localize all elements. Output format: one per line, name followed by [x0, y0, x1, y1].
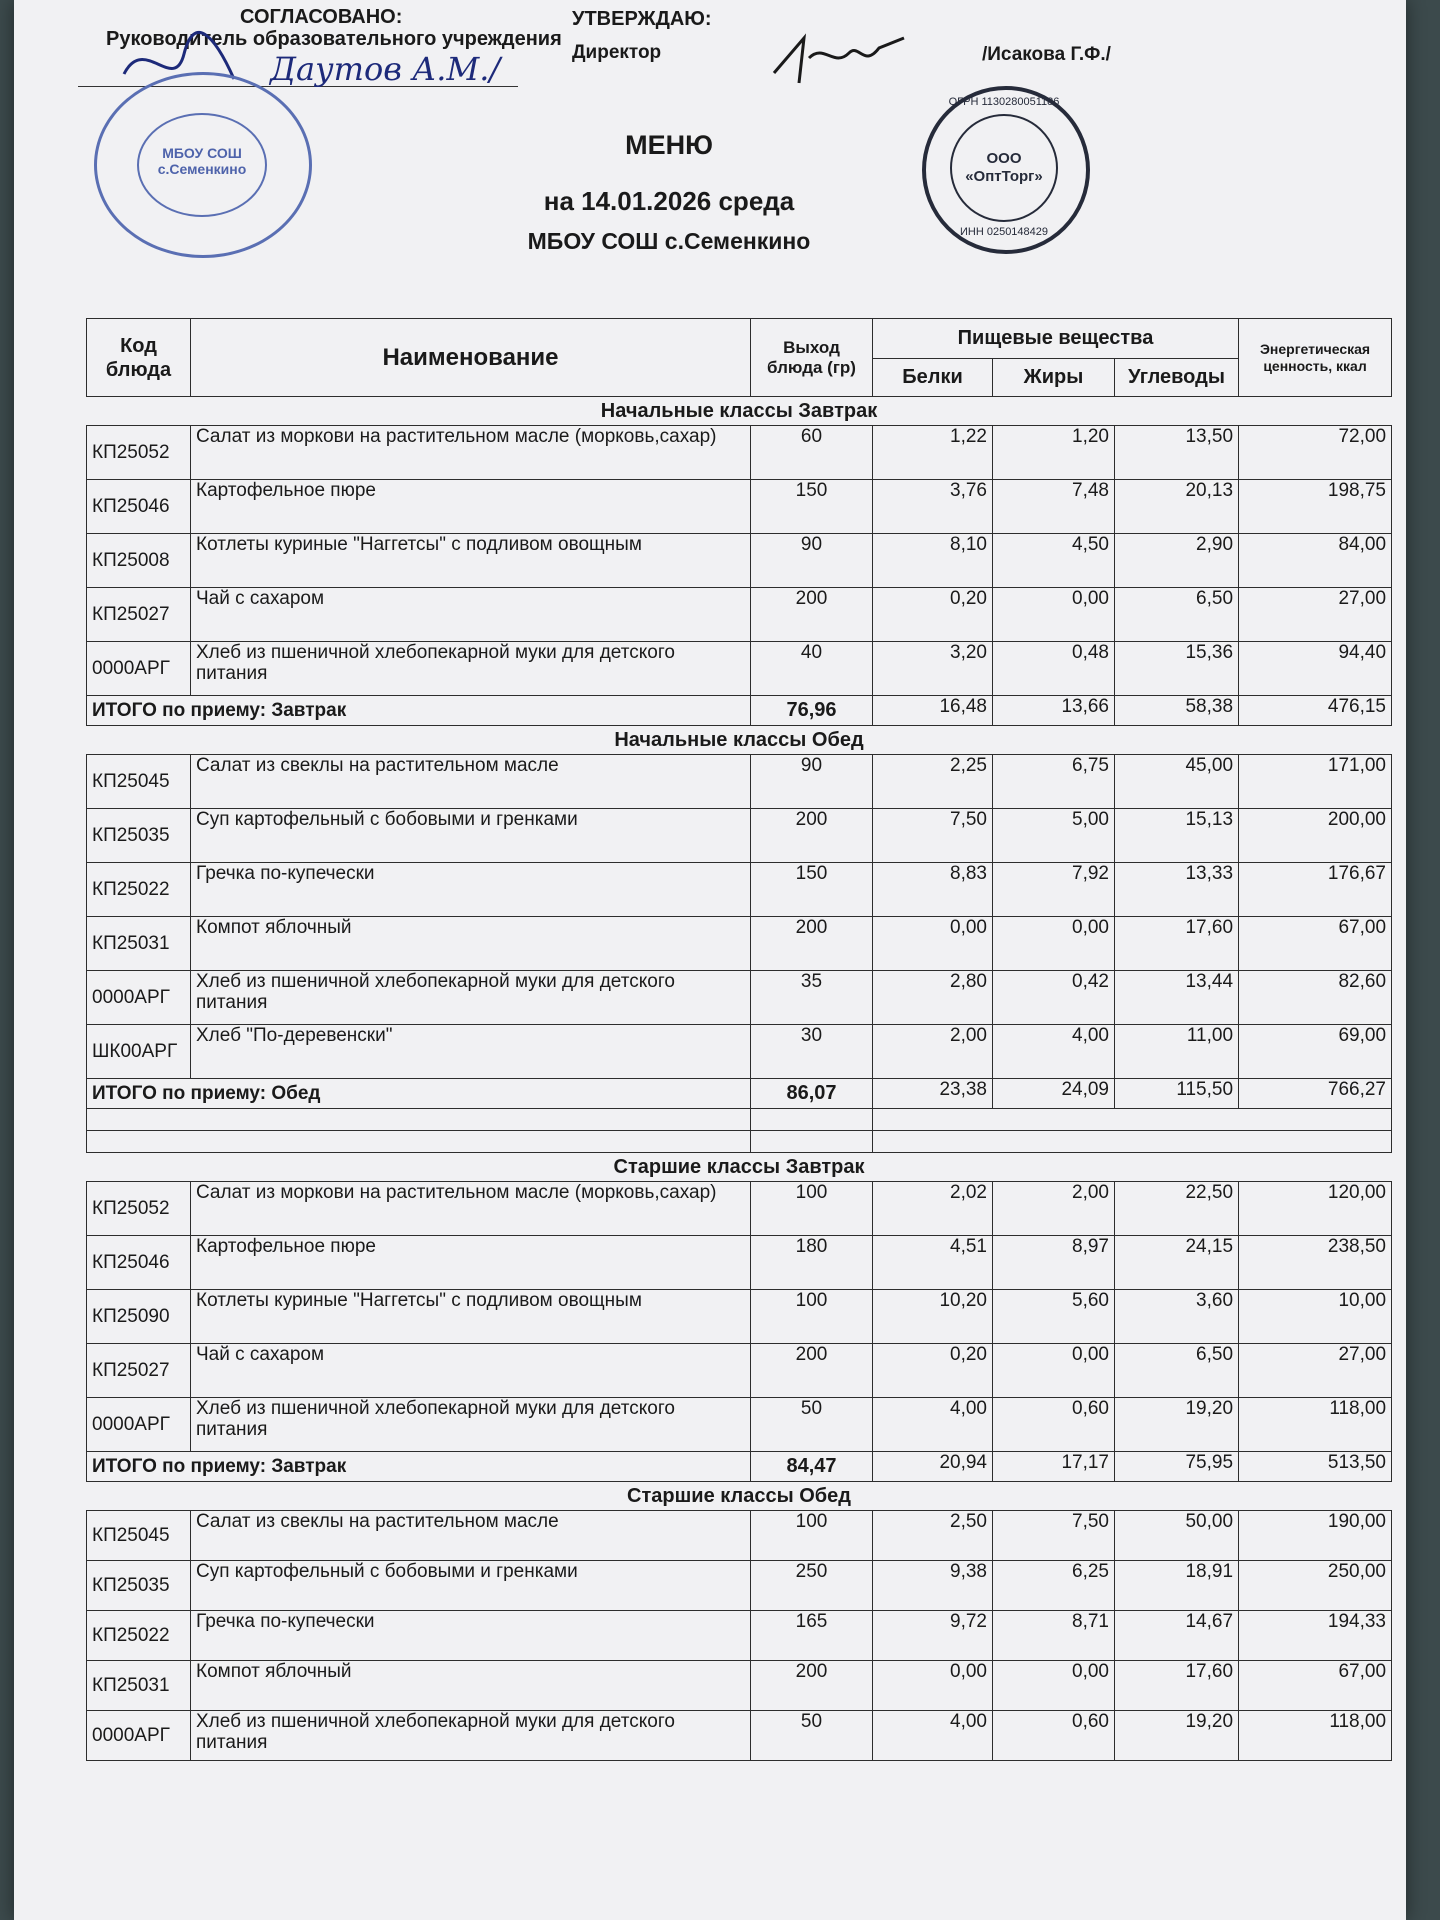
dish-fat: 7,50: [993, 1511, 1115, 1561]
dish-protein: 2,00: [873, 1025, 993, 1079]
dish-name: Картофельное пюре: [191, 480, 751, 534]
col-fat: Жиры: [993, 359, 1115, 397]
dish-energy: 10,00: [1239, 1290, 1392, 1344]
menu-row: [87, 642, 1392, 696]
total-protein: 16,48: [873, 696, 993, 726]
dish-output: 50: [751, 1711, 873, 1761]
dish-protein: 2,80: [873, 971, 993, 1025]
total-output: 84,47: [751, 1452, 873, 1482]
dish-protein: 2,25: [873, 755, 993, 809]
section-title: Начальные классы Завтрак: [600, 399, 878, 422]
dish-code: КП25031: [87, 1661, 191, 1711]
dish-output: 90: [751, 534, 873, 588]
dish-protein: 7,50: [873, 809, 993, 863]
dish-code: КП25008: [87, 534, 191, 588]
section-header: [87, 1153, 1392, 1182]
dish-energy: 69,00: [1239, 1025, 1392, 1079]
dish-protein: 3,20: [873, 642, 993, 696]
dish-fat: 0,00: [993, 588, 1115, 642]
dish-protein: 2,02: [873, 1182, 993, 1236]
menu-date: на 14.01.2026 среда: [543, 186, 795, 216]
dish-output: 100: [751, 1290, 873, 1344]
dish-fat: 0,60: [993, 1398, 1115, 1452]
menu-row: [87, 863, 1392, 917]
dish-name: Суп картофельный с бобовыми и гренками: [191, 809, 751, 863]
dish-fat: 7,48: [993, 480, 1115, 534]
dish-code: 0000АРГ: [87, 642, 191, 696]
menu-row: [87, 426, 1392, 480]
total-fat: 13,66: [993, 696, 1115, 726]
empty-row: [87, 1131, 1392, 1153]
dish-carbs: 18,91: [1115, 1561, 1239, 1611]
dish-carbs: 11,00: [1115, 1025, 1239, 1079]
total-label: ИТОГО по приему: Завтрак: [87, 696, 751, 726]
dish-energy: 82,60: [1239, 971, 1392, 1025]
dish-name: Хлеб "По-деревенски": [191, 1025, 751, 1079]
dish-fat: 1,20: [993, 426, 1115, 480]
dish-code: КП25027: [87, 1344, 191, 1398]
dish-protein: 0,00: [873, 917, 993, 971]
dish-name: Суп картофельный с бобовыми и гренками: [191, 1561, 751, 1611]
menu-row: [87, 588, 1392, 642]
dish-energy: 84,00: [1239, 534, 1392, 588]
dish-energy: 118,00: [1239, 1711, 1392, 1761]
dish-carbs: 13,44: [1115, 971, 1239, 1025]
dish-output: 200: [751, 1661, 873, 1711]
total-energy: 513,50: [1239, 1452, 1392, 1482]
dish-name: Хлеб из пшеничной хлебопекарной муки для детского питания: [191, 971, 751, 1025]
dish-name: Котлеты куриные "Наггетсы" с подливом овощным: [191, 534, 751, 588]
col-protein: Белки: [873, 359, 993, 397]
dish-protein: 0,20: [873, 588, 993, 642]
total-row: [87, 1452, 1392, 1482]
dish-code: КП25046: [87, 1236, 191, 1290]
dish-output: 40: [751, 642, 873, 696]
section-title: Старшие классы Завтрак: [613, 1155, 865, 1178]
dish-code: КП25052: [87, 426, 191, 480]
total-energy: 476,15: [1239, 696, 1392, 726]
director-name: /Исакова Г.Ф./: [982, 44, 1111, 65]
total-carbs: 75,95: [1115, 1452, 1239, 1482]
dish-energy: 200,00: [1239, 809, 1392, 863]
menu-row: [87, 971, 1392, 1025]
dish-output: 35: [751, 971, 873, 1025]
menu-body: [87, 397, 1392, 1761]
menu-row: [87, 1511, 1392, 1561]
dish-fat: 0,00: [993, 1344, 1115, 1398]
dish-output: 100: [751, 1511, 873, 1561]
dish-code: КП25031: [87, 917, 191, 971]
dish-protein: 9,72: [873, 1611, 993, 1661]
dish-code: КП25052: [87, 1182, 191, 1236]
dish-energy: 176,67: [1239, 863, 1392, 917]
dish-energy: 67,00: [1239, 917, 1392, 971]
menu-row: [87, 1182, 1392, 1236]
section-title: Старшие классы Обед: [627, 1484, 851, 1507]
menu-row: [87, 480, 1392, 534]
total-output: 86,07: [751, 1079, 873, 1109]
total-row: [87, 1079, 1392, 1109]
dish-protein: 0,00: [873, 1661, 993, 1711]
dish-code: КП25090: [87, 1290, 191, 1344]
menu-row: [87, 534, 1392, 588]
approve-label: УТВЕРЖДАЮ:: [572, 8, 712, 30]
dish-name: Салат из свеклы на растительном масле: [191, 755, 751, 809]
dish-energy: 27,00: [1239, 1344, 1392, 1398]
dish-name: Салат из свеклы на растительном масле: [191, 1511, 751, 1561]
total-fat: 24,09: [993, 1079, 1115, 1109]
dish-fat: 7,92: [993, 863, 1115, 917]
dish-name: Гречка по-купечески: [191, 863, 751, 917]
dish-output: 150: [751, 863, 873, 917]
menu-row: [87, 1290, 1392, 1344]
total-label: ИТОГО по приему: Обед: [87, 1079, 751, 1109]
dish-carbs: 19,20: [1115, 1711, 1239, 1761]
dish-fat: 4,50: [993, 534, 1115, 588]
dish-code: ШК00АРГ: [87, 1025, 191, 1079]
dish-protein: 1,22: [873, 426, 993, 480]
dish-name: Чай с сахаром: [191, 1344, 751, 1398]
dish-energy: 238,50: [1239, 1236, 1392, 1290]
dish-code: КП25045: [87, 1511, 191, 1561]
dish-energy: 250,00: [1239, 1561, 1392, 1611]
dish-carbs: 3,60: [1115, 1290, 1239, 1344]
menu-row: [87, 1561, 1392, 1611]
dish-code: КП25022: [87, 863, 191, 917]
dish-carbs: 22,50: [1115, 1182, 1239, 1236]
dish-fat: 5,60: [993, 1290, 1115, 1344]
dish-name: Хлеб из пшеничной хлебопекарной муки для детского питания: [191, 1398, 751, 1452]
menu-row: [87, 1344, 1392, 1398]
dish-energy: 94,40: [1239, 642, 1392, 696]
dish-name: Салат из моркови на растительном масле (морковь,сахар): [191, 1182, 751, 1236]
section-title: Начальные классы Обед: [614, 728, 864, 751]
dish-code: 0000АРГ: [87, 971, 191, 1025]
dish-fat: 4,00: [993, 1025, 1115, 1079]
menu-row: [87, 1398, 1392, 1452]
total-energy: 766,27: [1239, 1079, 1392, 1109]
dish-code: 0000АРГ: [87, 1711, 191, 1761]
dish-name: Компот яблочный: [191, 1661, 751, 1711]
total-output: 76,96: [751, 696, 873, 726]
col-energy: Энергетическая ценность, ккал: [1239, 319, 1392, 397]
dish-fat: 6,75: [993, 755, 1115, 809]
director-role-label: Директор: [572, 42, 662, 63]
dish-carbs: 15,36: [1115, 642, 1239, 696]
dish-protein: 10,20: [873, 1290, 993, 1344]
dish-fat: 0,42: [993, 971, 1115, 1025]
section-header: [87, 1482, 1392, 1511]
dish-output: 165: [751, 1611, 873, 1661]
total-carbs: 58,38: [1115, 696, 1239, 726]
dish-name: Гречка по-купечески: [191, 1611, 751, 1661]
agreed-label: СОГЛАСОВАНО:: [240, 6, 403, 28]
dish-output: 100: [751, 1182, 873, 1236]
empty-row: [87, 1109, 1392, 1131]
dish-output: 60: [751, 426, 873, 480]
menu-title: МЕНЮ: [625, 130, 713, 160]
col-output: Выход блюда (гр): [751, 319, 873, 397]
total-label: ИТОГО по приему: Завтрак: [87, 1452, 751, 1482]
total-fat: 17,17: [993, 1452, 1115, 1482]
menu-row: [87, 1025, 1392, 1079]
dish-fat: 2,00: [993, 1182, 1115, 1236]
dish-energy: 67,00: [1239, 1661, 1392, 1711]
dish-carbs: 2,90: [1115, 534, 1239, 588]
dish-fat: 0,00: [993, 917, 1115, 971]
col-name: Наименование: [191, 319, 751, 397]
menu-table: [86, 318, 1392, 1761]
total-protein: 20,94: [873, 1452, 993, 1482]
dish-carbs: 13,50: [1115, 426, 1239, 480]
dish-protein: 8,10: [873, 534, 993, 588]
dish-carbs: 50,00: [1115, 1511, 1239, 1561]
col-carbs: Углеводы: [1115, 359, 1239, 397]
dish-output: 150: [751, 480, 873, 534]
dish-fat: 6,25: [993, 1561, 1115, 1611]
dish-carbs: 17,60: [1115, 1661, 1239, 1711]
dish-output: 180: [751, 1236, 873, 1290]
col-code: Код блюда: [87, 319, 191, 397]
dish-carbs: 19,20: [1115, 1398, 1239, 1452]
dish-energy: 190,00: [1239, 1511, 1392, 1561]
dish-name: Котлеты куриные "Наггетсы" с подливом овощным: [191, 1290, 751, 1344]
section-header: [87, 397, 1392, 426]
dish-energy: 120,00: [1239, 1182, 1392, 1236]
dish-output: 30: [751, 1025, 873, 1079]
dish-protein: 8,83: [873, 863, 993, 917]
dish-protein: 4,00: [873, 1398, 993, 1452]
dish-fat: 8,71: [993, 1611, 1115, 1661]
menu-row: [87, 1236, 1392, 1290]
dish-energy: 72,00: [1239, 426, 1392, 480]
menu-row: [87, 1661, 1392, 1711]
dish-code: КП25046: [87, 480, 191, 534]
dish-code: КП25035: [87, 809, 191, 863]
dish-energy: 194,33: [1239, 1611, 1392, 1661]
dish-fat: 0,00: [993, 1661, 1115, 1711]
dish-name: Чай с сахаром: [191, 588, 751, 642]
dish-carbs: 17,60: [1115, 917, 1239, 971]
dish-carbs: 20,13: [1115, 480, 1239, 534]
dish-carbs: 15,13: [1115, 809, 1239, 863]
school-name: МБОУ СОШ с.Семенкино: [527, 228, 811, 254]
dish-name: Картофельное пюре: [191, 1236, 751, 1290]
dish-fat: 8,97: [993, 1236, 1115, 1290]
dish-protein: 4,00: [873, 1711, 993, 1761]
dish-carbs: 6,50: [1115, 1344, 1239, 1398]
dish-output: 90: [751, 755, 873, 809]
dish-fat: 5,00: [993, 809, 1115, 863]
dish-protein: 3,76: [873, 480, 993, 534]
dish-name: Хлеб из пшеничной хлебопекарной муки для детского питания: [191, 642, 751, 696]
head-role-label: Руководитель образовательного учреждения: [106, 28, 562, 50]
dish-carbs: 24,15: [1115, 1236, 1239, 1290]
total-carbs: 115,50: [1115, 1079, 1239, 1109]
menu-row: [87, 1611, 1392, 1661]
dish-output: 250: [751, 1561, 873, 1611]
dish-output: 200: [751, 809, 873, 863]
dish-energy: 198,75: [1239, 480, 1392, 534]
dish-fat: 0,60: [993, 1711, 1115, 1761]
dish-energy: 27,00: [1239, 588, 1392, 642]
dish-protein: 4,51: [873, 1236, 993, 1290]
dish-carbs: 45,00: [1115, 755, 1239, 809]
total-row: [87, 696, 1392, 726]
dish-code: КП25022: [87, 1611, 191, 1661]
dish-fat: 0,48: [993, 642, 1115, 696]
menu-row: [87, 809, 1392, 863]
supplier-stamp: ООО «ОптТорг» ОГРН 1130280051186 ИНН 0250148429: [922, 86, 1090, 254]
menu-document: [14, 0, 1406, 1920]
col-nutrients: Пищевые вещества: [873, 319, 1239, 359]
school-stamp: МБОУ СОШ с.Семенкино: [94, 72, 312, 258]
dish-code: КП25027: [87, 588, 191, 642]
dish-protein: 2,50: [873, 1511, 993, 1561]
dish-name: Салат из моркови на растительном масле (морковь,сахар): [191, 426, 751, 480]
dish-output: 200: [751, 1344, 873, 1398]
dish-energy: 171,00: [1239, 755, 1392, 809]
menu-row: [87, 1711, 1392, 1761]
dish-name: Компот яблочный: [191, 917, 751, 971]
menu-row: [87, 755, 1392, 809]
menu-row: [87, 917, 1392, 971]
dish-protein: 0,20: [873, 1344, 993, 1398]
dish-output: 200: [751, 917, 873, 971]
dish-name: Хлеб из пшеничной хлебопекарной муки для детского питания: [191, 1711, 751, 1761]
total-protein: 23,38: [873, 1079, 993, 1109]
dish-code: 0000АРГ: [87, 1398, 191, 1452]
dish-energy: 118,00: [1239, 1398, 1392, 1452]
director-signature-icon: [764, 18, 914, 98]
dish-output: 200: [751, 588, 873, 642]
dish-carbs: 6,50: [1115, 588, 1239, 642]
dish-protein: 9,38: [873, 1561, 993, 1611]
dish-code: КП25035: [87, 1561, 191, 1611]
dish-carbs: 13,33: [1115, 863, 1239, 917]
dish-code: КП25045: [87, 755, 191, 809]
dish-output: 50: [751, 1398, 873, 1452]
section-header: [87, 726, 1392, 755]
head-signature: Даутов А.М./: [270, 50, 501, 88]
dish-carbs: 14,67: [1115, 1611, 1239, 1661]
